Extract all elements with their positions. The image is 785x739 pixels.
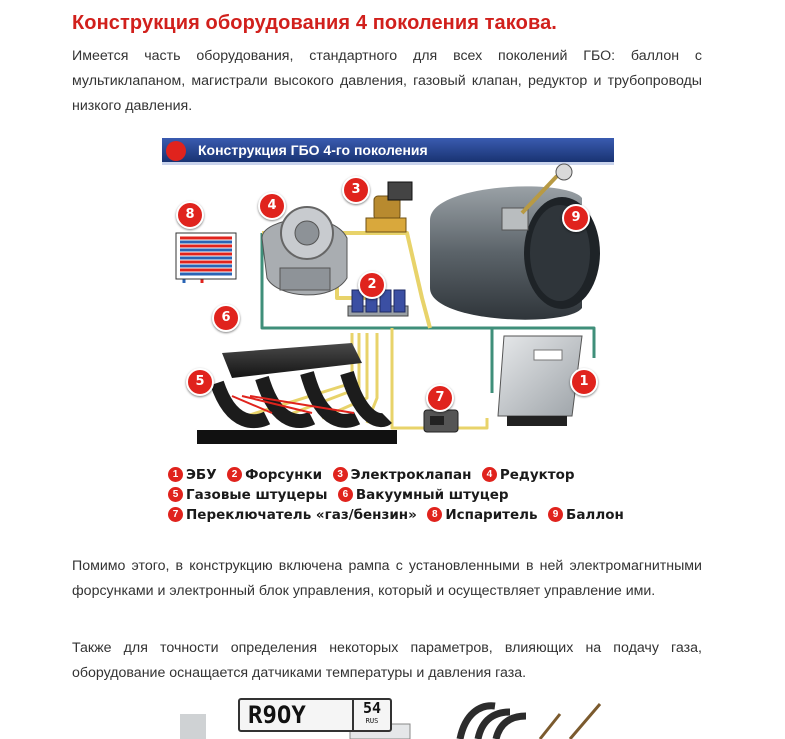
legend-item <box>427 506 537 524</box>
legend-label: Редуктор <box>499 466 575 483</box>
plate-region-number: 54 <box>362 699 382 717</box>
legend-label: Баллон <box>566 506 624 523</box>
legend-number: 2 <box>227 467 242 482</box>
gas-tank <box>430 164 600 320</box>
callout-1: 1 <box>570 368 598 396</box>
legend-row <box>168 506 630 526</box>
callout-8: 8 <box>176 201 204 229</box>
paragraph-intro: Имеется часть оборудования, стандартного для всех поколений ГБО: баллон с мультиклапаном, магистрали высокого давления, газовый клапан, редуктор и трубопроводы низкого давления. <box>72 48 702 114</box>
plate-number: R9OY <box>248 701 306 729</box>
legend-label: Форсунки <box>245 466 323 483</box>
figure-header <box>162 138 614 164</box>
callout-3: 3 <box>342 176 370 204</box>
paragraph-sensors: Также для точности определения некоторых параметров, влияющих на подачу газа, оборудование оснащается датчиками температуры и давления газа. <box>72 640 702 681</box>
gbo-diagram-illustration <box>162 138 614 468</box>
legend-number: 7 <box>168 507 183 522</box>
legend-item <box>548 506 624 524</box>
legend-label: Испаритель <box>445 506 538 523</box>
legend-number: 8 <box>427 507 442 522</box>
callout-2: 2 <box>358 271 386 299</box>
reducer-unit <box>262 207 347 295</box>
legend-item <box>482 466 575 484</box>
plate-country: RUS <box>365 717 379 725</box>
next-image-illustration <box>160 694 630 739</box>
legend-label: ЭБУ <box>186 466 217 483</box>
license-plate <box>238 698 392 732</box>
callout-4: 4 <box>258 192 286 220</box>
callout-5: 5 <box>186 368 214 396</box>
legend-label: Вакуумный штуцер <box>355 486 509 503</box>
legend-number: 3 <box>333 467 348 482</box>
legend-number: 4 <box>482 467 497 482</box>
callout-6: 6 <box>212 304 240 332</box>
legend-number: 5 <box>168 487 183 502</box>
legend-row <box>168 466 581 486</box>
legend-number: 9 <box>548 507 563 522</box>
legend-item <box>227 466 322 484</box>
gbo-diagram-figure <box>162 138 624 537</box>
gas-valve <box>366 182 412 232</box>
legend-item <box>333 466 472 484</box>
evaporator-coil <box>176 233 236 279</box>
paragraph-ramp: Помимо этого, в конструкцию включена рампа с установленными в ней электромагнитными форсунками и электронный блок управления, который и осуществляет управление ими. <box>72 558 702 599</box>
legend-row <box>168 486 515 506</box>
legend-number: 1 <box>168 467 183 482</box>
legend-number: 6 <box>338 487 353 502</box>
next-image-preview <box>160 694 630 739</box>
legend-label: Переключатель «газ/бензин» <box>186 506 417 523</box>
legend-label: Газовые штуцеры <box>186 486 328 503</box>
gas-petrol-switch <box>424 410 458 432</box>
plate-region <box>352 700 390 730</box>
figure-title: Конструкция ГБО 4-го поколения <box>198 142 428 158</box>
legend-item <box>168 466 217 484</box>
legend-item <box>338 486 509 504</box>
callout-7: 7 <box>426 384 454 412</box>
callout-9: 9 <box>562 204 590 232</box>
legend-item <box>168 486 327 504</box>
legend-label: Электроклапан <box>350 466 472 483</box>
section-heading: Конструкция оборудования 4 поколения такова. <box>72 12 557 34</box>
legend-item <box>168 506 417 524</box>
